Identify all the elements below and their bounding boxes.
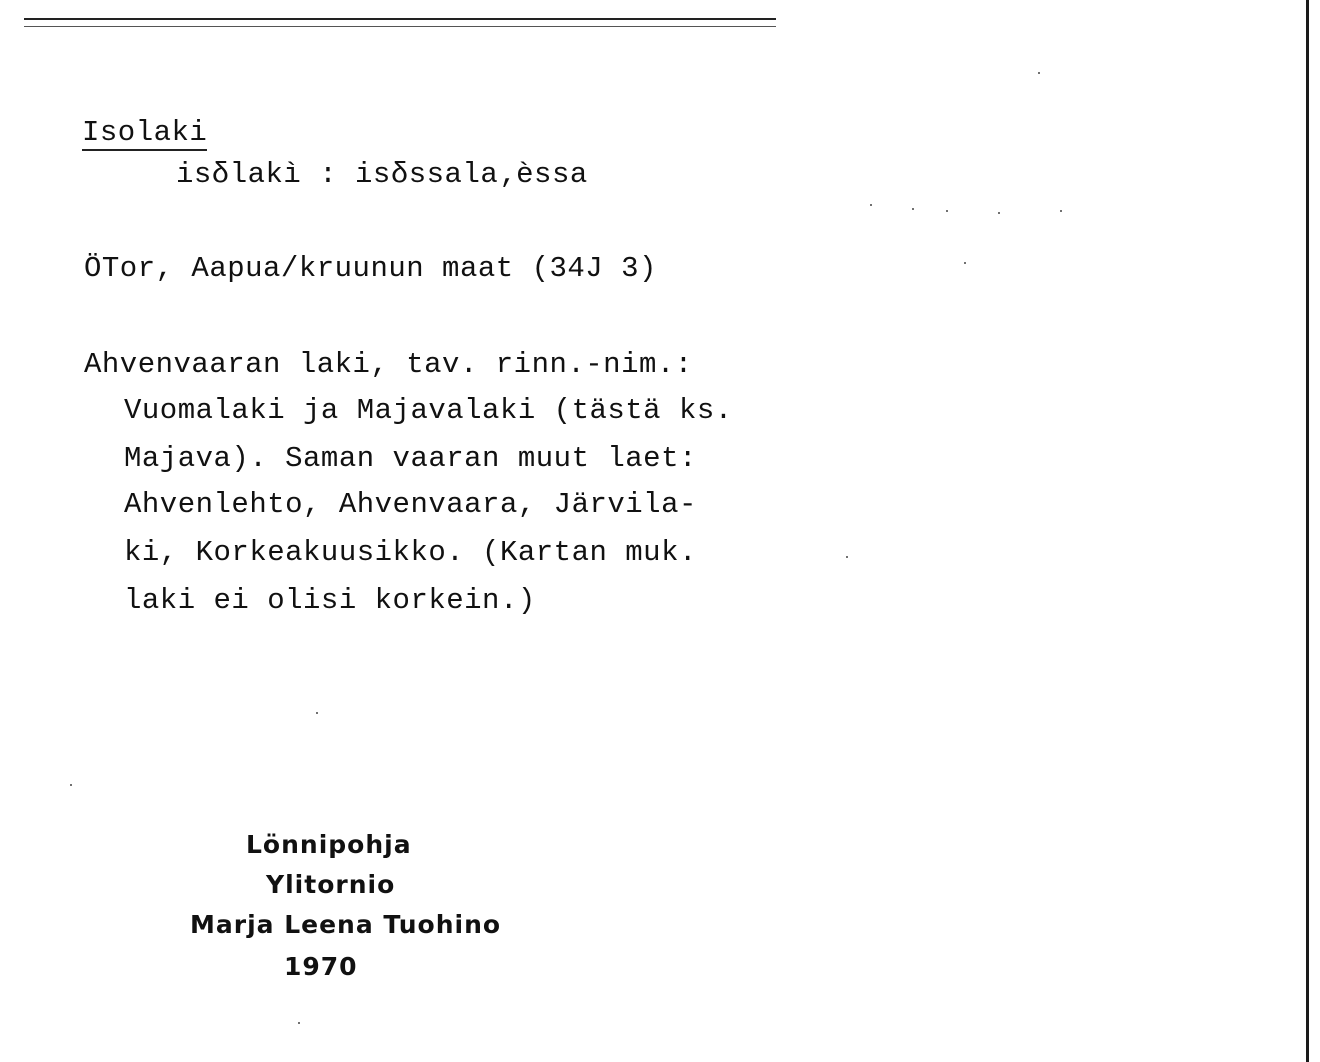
scan-speck <box>70 784 72 786</box>
scan-speck <box>964 262 966 264</box>
description-line: Majava). Saman vaaran muut laet: <box>124 442 697 475</box>
stamp-year: 1970 <box>284 952 358 981</box>
stamp-municipality: Ylitornio <box>266 870 396 899</box>
top-rule <box>24 18 776 20</box>
description-line: Ahvenlehto, Ahvenvaara, Järvila- <box>124 488 697 521</box>
headword: Isolaki <box>82 116 208 149</box>
scan-speck <box>298 1022 300 1024</box>
description-line: Ahvenvaaran laki, tav. rinn.-nim.: <box>84 348 693 381</box>
scan-speck <box>1038 72 1040 74</box>
description-line: laki ei olisi korkein.) <box>124 584 536 617</box>
description-line: Vuomalaki ja Majavalaki (tästä ks. <box>124 394 733 427</box>
scan-speck <box>846 556 848 558</box>
stamp-collector: Marja Leena Tuohino <box>190 910 502 939</box>
top-rule-secondary <box>24 26 776 27</box>
card-right-edge <box>1306 0 1309 1062</box>
description-line: ki, Korkeakuusikko. (Kartan muk. <box>124 536 697 569</box>
scan-speck <box>316 712 318 714</box>
locality: ÖTor, Aapua/kruunun maat (34J 3) <box>84 252 657 285</box>
scan-speck <box>998 212 1000 214</box>
scan-speck <box>912 208 914 210</box>
scan-speck <box>870 204 872 206</box>
scan-speck <box>1060 210 1062 212</box>
pronunciation: isδlakì : isδssala‚èssa <box>176 158 588 191</box>
scan-speck <box>946 210 948 212</box>
stamp-parish: Lönnipohja <box>246 830 412 859</box>
